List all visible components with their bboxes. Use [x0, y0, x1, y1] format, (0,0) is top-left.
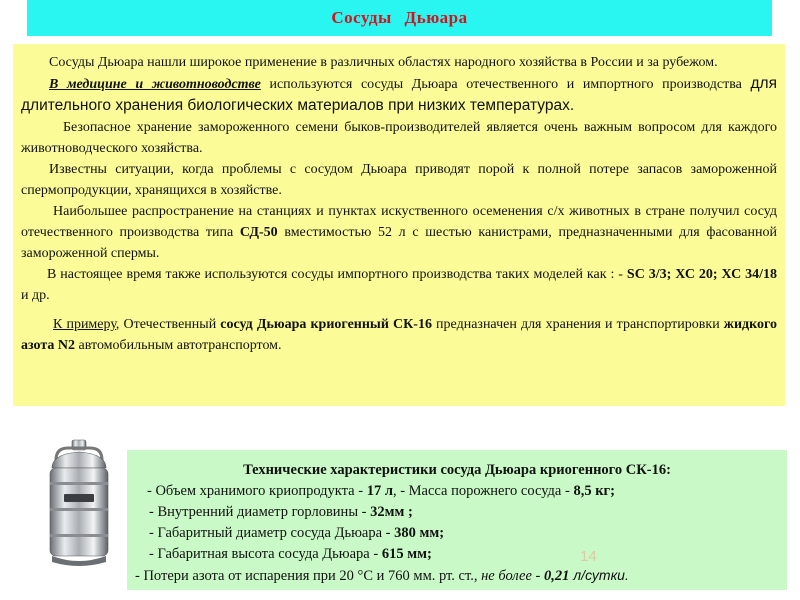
- paragraph-medicine: В медицине и животноводстве используются сосуды Дьюара отечественного и импортного производства для длительного хранения биологических материалов при низких температурах.: [21, 75, 777, 114]
- specs-title: Технические характеристики сосуда Дьюара криогенного СК-16:: [243, 462, 671, 478]
- dewar-vessel-icon: [46, 438, 112, 568]
- paragraph-example: К примеру, Отечественный сосуд Дьюара криогенный СК-16 предназначен для хранения и транспортировки жидкого азота N2 автомобильным автотранспортом.: [21, 317, 777, 353]
- paragraph-distribution: Наибольшее распространение на станциях и пунктах искуственного осеменения с/х животных в стране получил сосуд отечественного производства типа СД-50 вместимостью 52 л с шестью канистрами, предназначенными для фасованной замороженной спермы.: [21, 204, 777, 261]
- main-text-box: [13, 44, 785, 406]
- specs-box: [127, 450, 787, 590]
- page-number: 14: [580, 548, 597, 565]
- paragraph-storage: Безопасное хранение замороженного семени быков-производителей является очень важным вопросом для каждого животноводческого хозяйства.: [21, 120, 777, 156]
- spec-line-evaporation: - Потери азота от испарения при 20 °С и 760 мм. рт. ст., не более - 0,21 л/сутки.: [135, 567, 629, 584]
- spec-line-height: - Габаритная высота сосуда Дьюара - 615 мм;: [149, 546, 432, 562]
- paragraph-intro: Сосуды Дьюара нашли широкое применение в различных областях народного хозяйства в России и за рубежом.: [49, 55, 718, 70]
- spec-line-neck-diameter: - Внутренний диаметр горловины - 32мм ;: [149, 504, 413, 520]
- paragraph-problems: Известны ситуации, когда проблемы с сосудом Дьюара приводят порой к полной потере запасов замороженной спермопродукции, хранящихся в хозяйстве.: [21, 162, 777, 198]
- slide-title: Сосуды Дьюара: [331, 8, 468, 27]
- paragraph-imports: В настоящее время также используются сосуды импортного производства таких моделей как : - SC 3/3; ХС 20; ХС 34/18 и др.: [21, 267, 778, 303]
- spec-line-volume-mass: - Объем хранимого криопродукта - 17 л, - Масса порожнего сосуда - 8,5 кг;: [147, 483, 615, 499]
- spec-line-outer-diameter: - Габаритный диаметр сосуда Дьюара - 380 мм;: [149, 525, 445, 541]
- title-bar: [27, 0, 772, 36]
